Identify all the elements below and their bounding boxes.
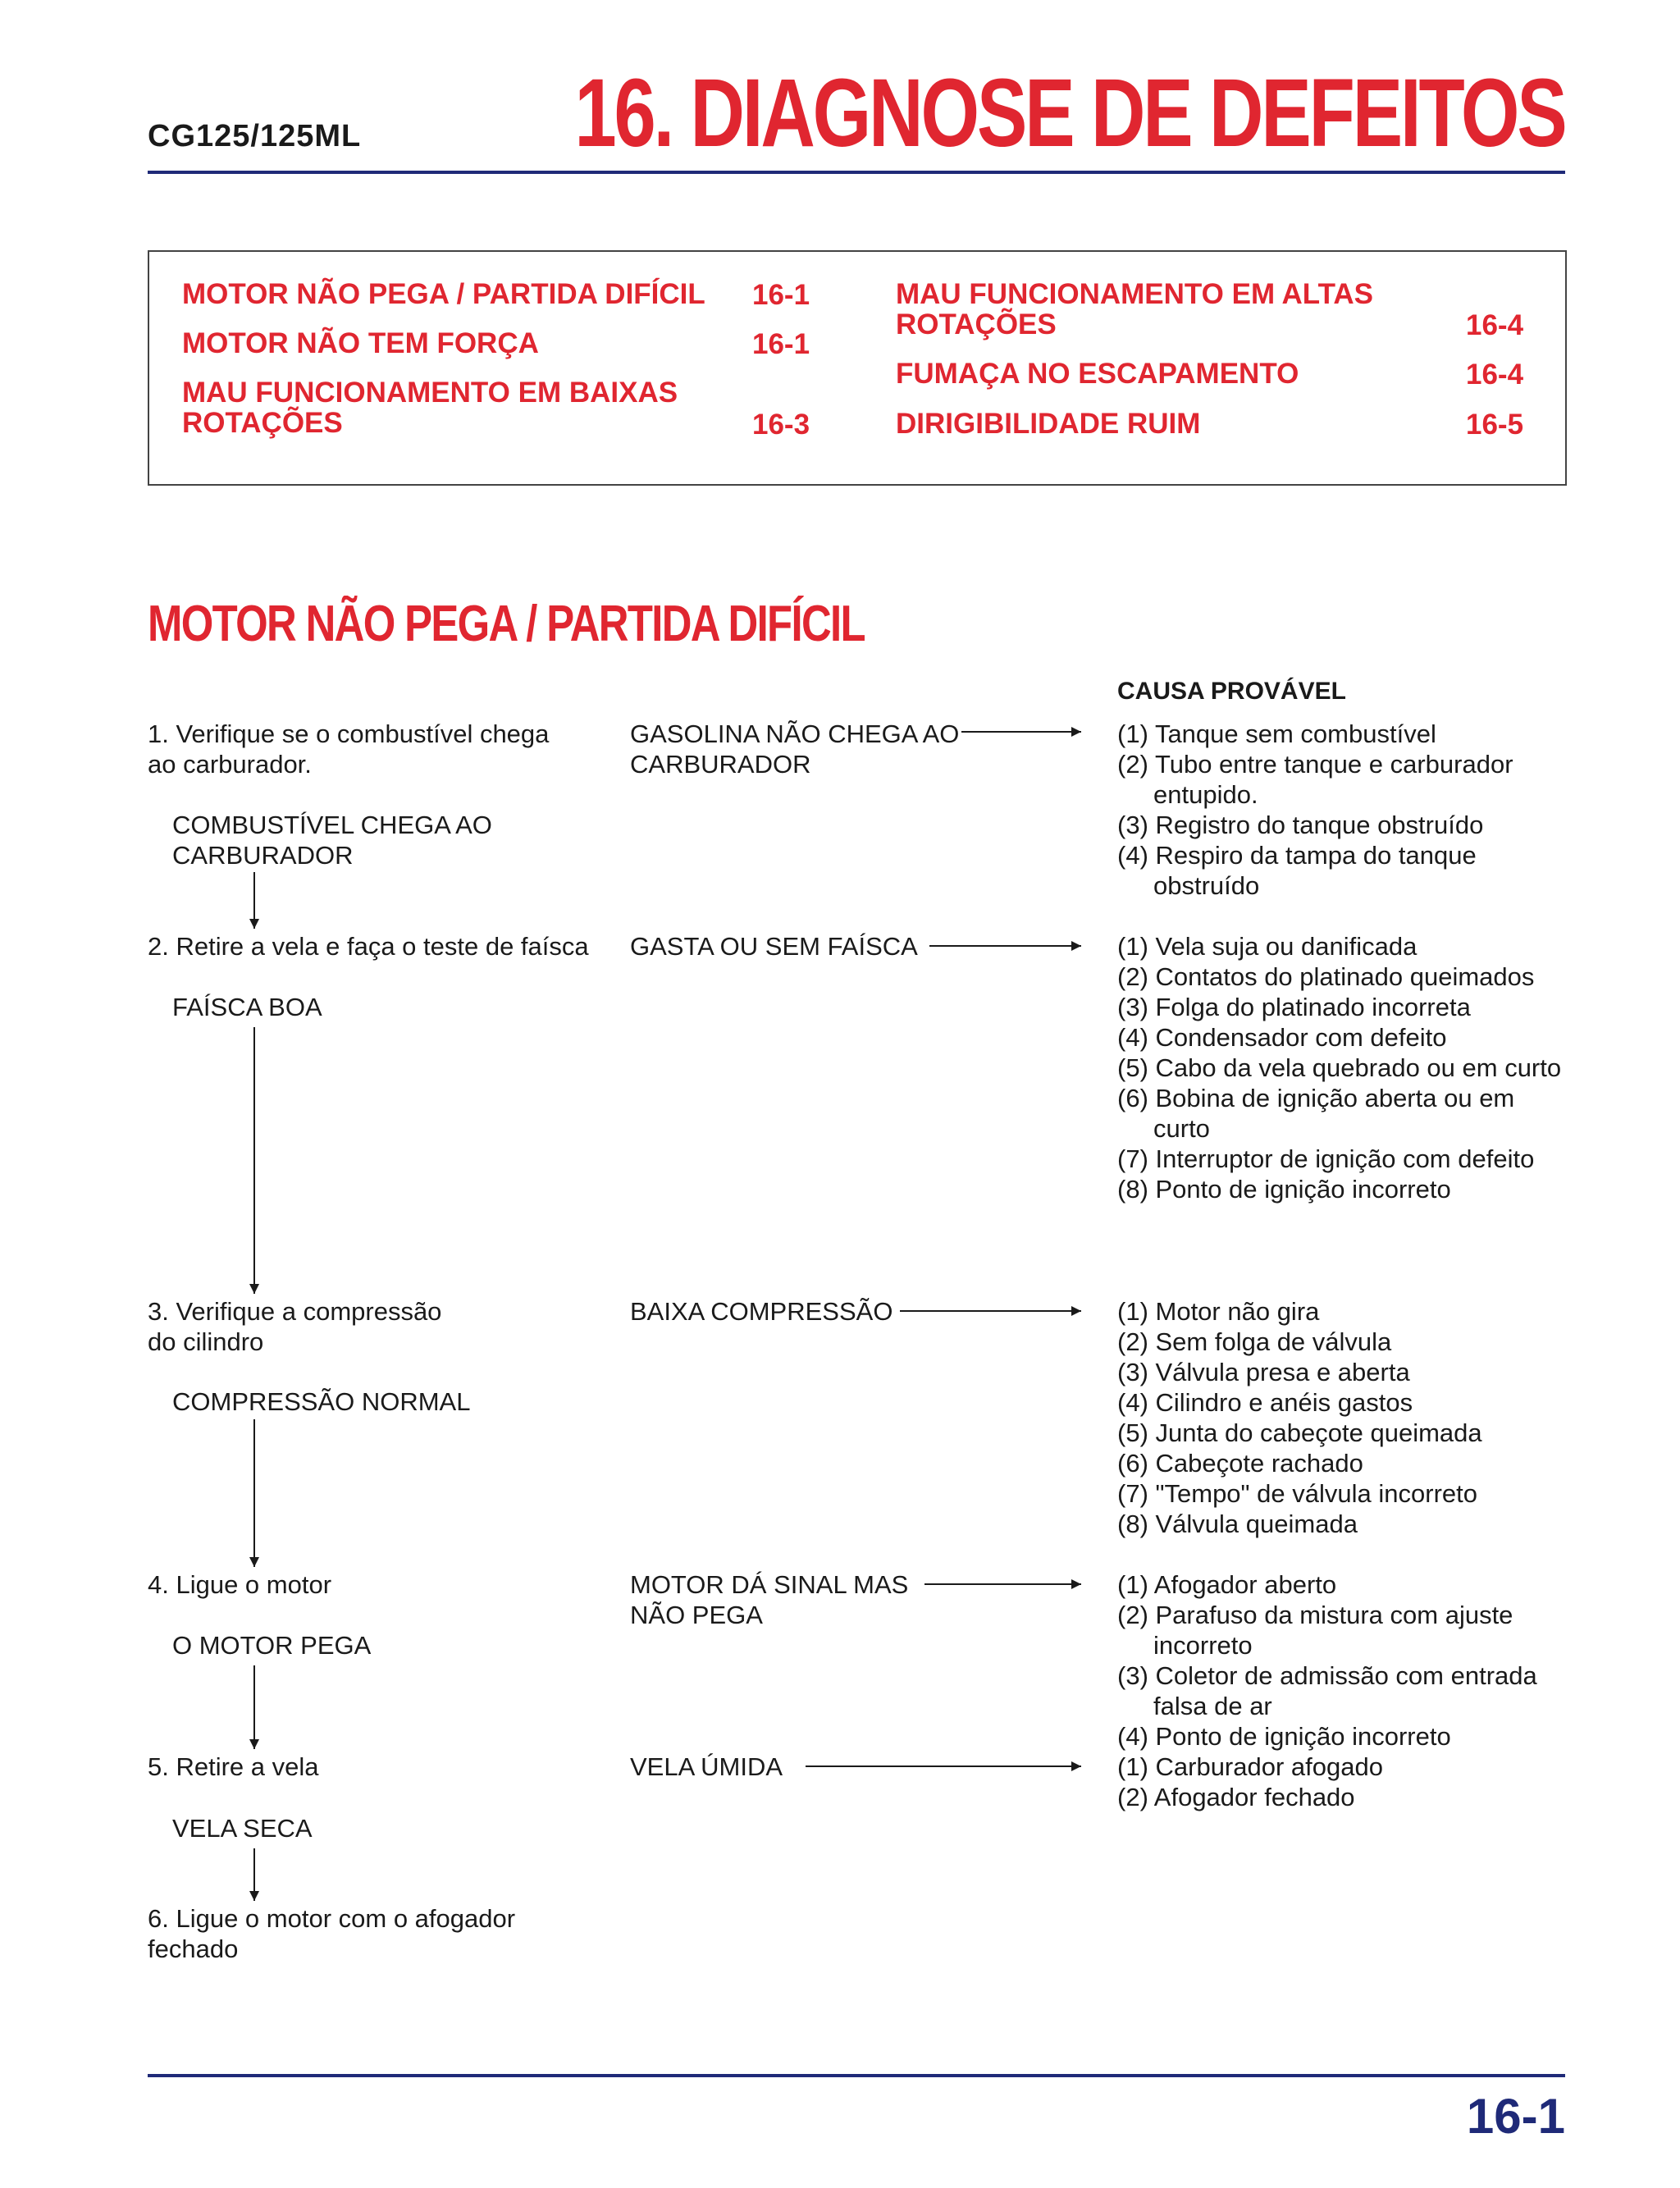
cause-item: (4) Cilindro e anéis gastos	[1117, 1388, 1413, 1417]
step-check: 3. Verifique a compressão do cilindro	[148, 1297, 442, 1356]
page-number: 16-1	[1466, 2089, 1565, 2144]
cause-item: (3) Coletor de admissão com entrada falsa de ar	[1117, 1661, 1537, 1720]
cause-item: (4) Ponto de ignição incorreto	[1117, 1722, 1451, 1751]
section-title: MOTOR NÃO PEGA / PARTIDA DIFÍCIL	[148, 596, 865, 652]
step-ok: O MOTOR PEGA	[172, 1631, 372, 1660]
cause-item: (8) Válvula queimada	[1117, 1510, 1358, 1538]
step-check: 2. Retire a vela e faça o teste de faísca	[148, 932, 589, 961]
step-ok: COMPRESSÃO NORMAL	[172, 1387, 471, 1416]
cause-item: (2) Parafuso da mistura com ajuste incorreto	[1117, 1601, 1513, 1660]
toc-item-label[interactable]: FUMAÇA NO ESCAPAMENTO	[896, 358, 1299, 390]
toc-item-label[interactable]: MAU FUNCIONAMENTO EM BAIXAS ROTAÇÕES	[182, 377, 678, 439]
model-name: CG125/125ML	[148, 119, 362, 153]
step-fail: MOTOR DÁ SINAL MAS NÃO PEGA	[630, 1570, 909, 1629]
cause-item: (3) Válvula presa e aberta	[1117, 1358, 1410, 1386]
step-ok: COMBUSTÍVEL CHEGA AO CARBURADOR	[172, 811, 492, 870]
toc-item-page: 16-1	[752, 328, 810, 360]
footer-rule	[148, 2074, 1565, 2077]
cause-item: (4) Condensador com defeito	[1117, 1023, 1447, 1052]
cause-header: CAUSA PROVÁVEL	[1117, 678, 1346, 705]
cause-item: (5) Junta do cabeçote queimada	[1117, 1418, 1482, 1447]
cause-item: (1) Tanque sem combustível	[1117, 719, 1436, 748]
cause-item: (6) Bobina de ignição aberta ou em curto	[1117, 1084, 1515, 1143]
step-check: 5. Retire a vela	[148, 1752, 319, 1781]
toc-item-label[interactable]: DIRIGIBILIDADE RUIM	[896, 408, 1201, 440]
toc-item-page: 16-5	[1466, 409, 1524, 441]
step-fail: GASOLINA NÃO CHEGA AO CARBURADOR	[630, 719, 960, 779]
step-check: 1. Verifique se o combustível chega ao carburador.	[148, 719, 550, 779]
cause-item: (6) Cabeçote rachado	[1117, 1449, 1363, 1478]
step-fail: VELA ÚMIDA	[630, 1752, 783, 1781]
cause-item: (2) Afogador fechado	[1117, 1783, 1355, 1811]
step-check: 4. Ligue o motor	[148, 1570, 332, 1599]
toc-item-label[interactable]: MOTOR NÃO PEGA / PARTIDA DIFÍCIL	[182, 278, 705, 310]
toc-item-page: 16-1	[752, 279, 810, 311]
step-ok: FAÍSCA BOA	[172, 993, 322, 1021]
cause-item: (2) Contatos do platinado queimados	[1117, 962, 1535, 991]
cause-item: (1) Vela suja ou danificada	[1117, 932, 1418, 961]
cause-item: (8) Ponto de ignição incorreto	[1117, 1175, 1451, 1204]
step-fail: BAIXA COMPRESSÃO	[630, 1297, 893, 1326]
cause-item: (1) Afogador aberto	[1117, 1570, 1337, 1599]
cause-item: (2) Sem folga de válvula	[1117, 1327, 1392, 1356]
cause-item: (5) Cabo da vela quebrado ou em curto	[1117, 1053, 1562, 1082]
chapter-title: 16. DIAGNOSE DE DEFEITOS	[574, 59, 1565, 167]
step-fail: GASTA OU SEM FAÍSCA	[630, 932, 918, 961]
cause-item: (1) Motor não gira	[1117, 1297, 1320, 1326]
cause-item: (3) Registro do tanque obstruído	[1117, 811, 1484, 839]
toc-item-label[interactable]: MAU FUNCIONAMENTO EM ALTAS ROTAÇÕES	[896, 278, 1373, 340]
cause-item: (3) Folga do platinado incorreta	[1117, 993, 1471, 1021]
cause-item: (4) Respiro da tampa do tanque obstruído	[1117, 841, 1477, 900]
cause-item: (1) Carburador afogado	[1117, 1752, 1383, 1781]
cause-item: (2) Tubo entre tanque e carburador entupido.	[1117, 750, 1513, 809]
toc-item-page: 16-4	[1466, 359, 1524, 391]
toc-item-label[interactable]: MOTOR NÃO TEM FORÇA	[182, 327, 539, 359]
toc-item-page: 16-3	[752, 409, 810, 441]
toc-item-page: 16-4	[1466, 309, 1524, 341]
cause-item: (7) Interruptor de ignição com defeito	[1117, 1144, 1535, 1173]
step-check: 6. Ligue o motor com o afogador fechado	[148, 1904, 516, 1963]
step-ok: VELA SECA	[172, 1814, 313, 1843]
cause-item: (7) "Tempo" de válvula incorreto	[1117, 1479, 1477, 1508]
